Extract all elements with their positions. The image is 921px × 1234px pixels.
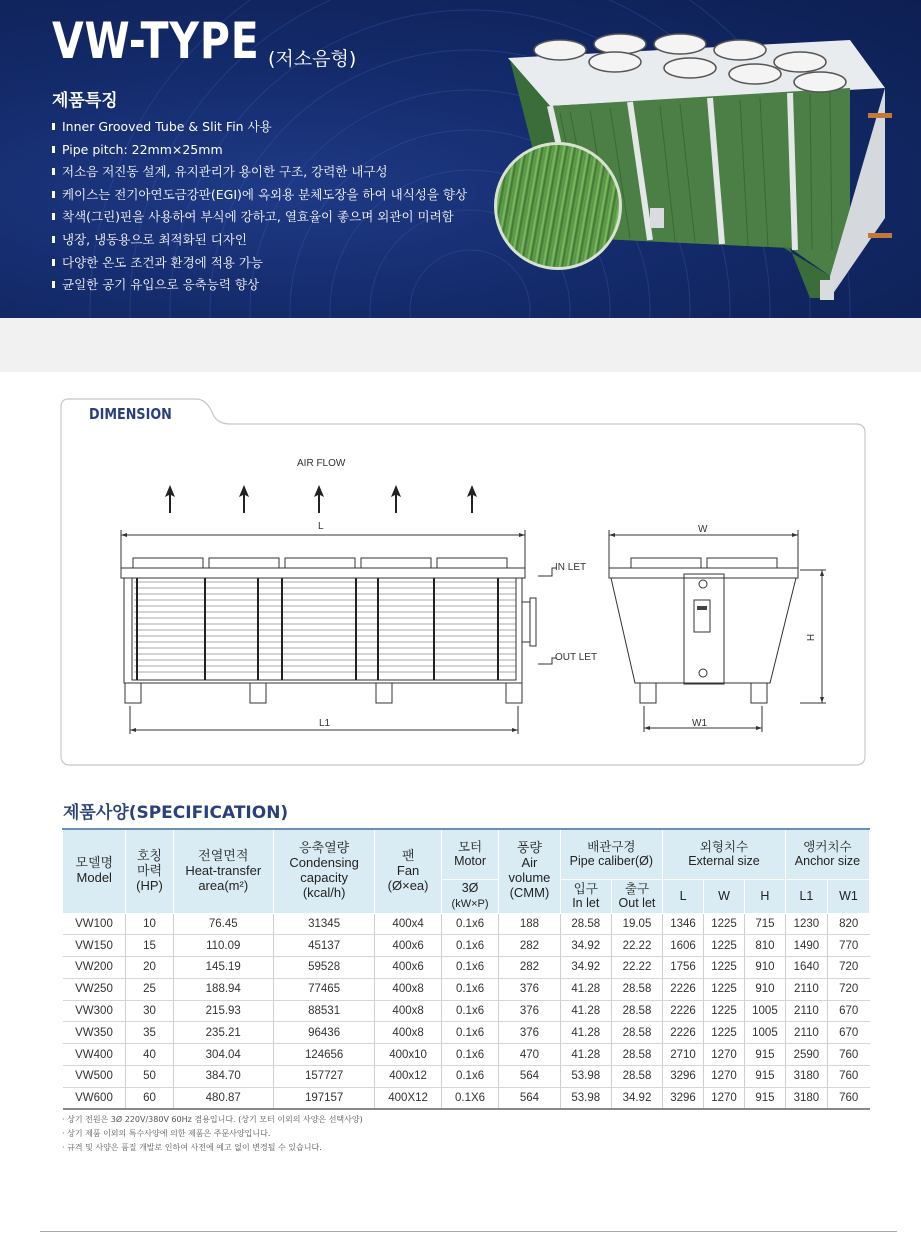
table-row bbox=[63, 957, 870, 979]
table-cell: 188 bbox=[499, 913, 560, 935]
table-cell: VW100 bbox=[63, 913, 126, 935]
table-cell: VW400 bbox=[63, 1044, 126, 1066]
footer-rule bbox=[40, 1231, 897, 1232]
table-cell: 400x10 bbox=[375, 1044, 442, 1066]
table-cell: 59528 bbox=[273, 957, 374, 979]
table-cell: 400x12 bbox=[375, 1066, 442, 1088]
table-row bbox=[63, 913, 870, 935]
col-W1: W1 bbox=[827, 879, 869, 913]
table-cell: 197157 bbox=[273, 1087, 374, 1109]
table-row bbox=[63, 935, 870, 957]
col-pipe: 배관구경 Pipe caliber(Ø) bbox=[560, 829, 662, 879]
col-fan: 팬 Fan (Ø×ea) bbox=[375, 829, 442, 913]
table-cell: 400x6 bbox=[375, 935, 442, 957]
table-cell: 0.1x6 bbox=[441, 913, 498, 935]
table-cell: 670 bbox=[827, 1022, 869, 1044]
table-cell: VW250 bbox=[63, 978, 126, 1000]
table-cell: 400x8 bbox=[375, 978, 442, 1000]
table-cell: 76.45 bbox=[173, 913, 273, 935]
table-cell: 15 bbox=[126, 935, 173, 957]
table-cell: 53.98 bbox=[560, 1087, 611, 1109]
table-cell: 35 bbox=[126, 1022, 173, 1044]
col-area: 전열면적 Heat-transfer area(m²) bbox=[173, 829, 273, 913]
table-cell: 1225 bbox=[704, 935, 745, 957]
inlet-label: IN LET bbox=[555, 562, 587, 573]
outlet-label: OUT LET bbox=[555, 652, 598, 663]
table-cell: 564 bbox=[499, 1066, 560, 1088]
col-W: W bbox=[704, 879, 745, 913]
table-cell: 235.21 bbox=[173, 1022, 273, 1044]
table-row bbox=[63, 1000, 870, 1022]
table-cell: 470 bbox=[499, 1044, 560, 1066]
table-cell: 760 bbox=[827, 1066, 869, 1088]
table-cell: 41.28 bbox=[560, 1044, 611, 1066]
table-cell: 770 bbox=[827, 935, 869, 957]
table-cell: 760 bbox=[827, 1044, 869, 1066]
table-cell: 28.58 bbox=[560, 913, 611, 935]
table-cell: 0.1X6 bbox=[441, 1087, 498, 1109]
col-capacity: 응축열량 Condensing capacity (kcal/h) bbox=[273, 829, 374, 913]
table-cell: 157727 bbox=[273, 1066, 374, 1088]
col-anchor: 앵커치수 Anchor size bbox=[785, 829, 869, 879]
table-cell: 2226 bbox=[663, 1000, 704, 1022]
table-cell: 2590 bbox=[785, 1044, 827, 1066]
col-external: 외형치수 External size bbox=[663, 829, 786, 879]
col-model: 모델명 Model bbox=[63, 829, 126, 913]
table-row bbox=[63, 1044, 870, 1066]
table-cell: 188.94 bbox=[173, 978, 273, 1000]
note-item: · 상기 제품 이외의 특수사양에 의한 제품은 주문사양입니다. bbox=[62, 1129, 271, 1138]
airflow-arrow-icon bbox=[165, 485, 477, 513]
feature-item: 착색(그린)핀을 사용하여 부식에 강하고, 열효율이 좋으며 외관이 미려함 bbox=[52, 206, 467, 229]
table-cell: 41.28 bbox=[560, 978, 611, 1000]
table-cell: 1756 bbox=[663, 957, 704, 979]
table-cell: 2710 bbox=[663, 1044, 704, 1066]
table-row bbox=[63, 978, 870, 1000]
col-airvolume: 풍량 Air volume (CMM) bbox=[499, 829, 560, 913]
features-heading: 제품특징 bbox=[52, 91, 118, 111]
table-cell: 2226 bbox=[663, 978, 704, 1000]
col-inlet: 입구 In let bbox=[560, 879, 611, 913]
table-cell: 34.92 bbox=[611, 1087, 662, 1109]
table-cell: 1270 bbox=[704, 1087, 745, 1109]
table-cell: 0.1x6 bbox=[441, 935, 498, 957]
table-cell: 0.1x6 bbox=[441, 978, 498, 1000]
table-cell: 1606 bbox=[663, 935, 704, 957]
table-cell: 145.19 bbox=[173, 957, 273, 979]
table-cell: 376 bbox=[499, 978, 560, 1000]
table-cell: 88531 bbox=[273, 1000, 374, 1022]
table-cell: 564 bbox=[499, 1087, 560, 1109]
table-cell: 304.04 bbox=[173, 1044, 273, 1066]
table-cell: 400x6 bbox=[375, 957, 442, 979]
dim-H-label: H bbox=[806, 633, 818, 642]
feature-item: 케이스는 전기아연도금강판(EGI)에 옥외용 분체도장을 하여 내식성을 향상 bbox=[52, 184, 467, 207]
product-title: VW-TYPE bbox=[52, 12, 260, 70]
col-H: H bbox=[744, 879, 785, 913]
table-cell: 25 bbox=[126, 978, 173, 1000]
table-cell: 376 bbox=[499, 1000, 560, 1022]
table-cell: 760 bbox=[827, 1087, 869, 1109]
table-cell: 1005 bbox=[744, 1022, 785, 1044]
table-cell: 810 bbox=[744, 935, 785, 957]
table-cell: 53.98 bbox=[560, 1066, 611, 1088]
table-cell: 0.1x6 bbox=[441, 957, 498, 979]
table-cell: VW300 bbox=[63, 1000, 126, 1022]
table-cell: 1005 bbox=[744, 1000, 785, 1022]
table-cell: 40 bbox=[126, 1044, 173, 1066]
table-cell: 3296 bbox=[663, 1087, 704, 1109]
table-cell: 1225 bbox=[704, 1022, 745, 1044]
feature-item: 균일한 공기 유입으로 응축능력 향상 bbox=[52, 274, 467, 297]
feature-item: Inner Grooved Tube & Slit Fin 사용 bbox=[52, 116, 467, 139]
table-cell: 2110 bbox=[785, 978, 827, 1000]
table-cell: 915 bbox=[744, 1087, 785, 1109]
table-cell: 720 bbox=[827, 957, 869, 979]
table-cell: 915 bbox=[744, 1044, 785, 1066]
spec-title: 제품사양(SPECIFICATION) bbox=[63, 803, 289, 823]
table-cell: 1640 bbox=[785, 957, 827, 979]
table-cell: 670 bbox=[827, 1000, 869, 1022]
table-cell: 2110 bbox=[785, 1000, 827, 1022]
table-cell: 50 bbox=[126, 1066, 173, 1088]
spec-table-body bbox=[63, 913, 870, 1109]
dimension-title: DIMENSION bbox=[89, 405, 172, 423]
table-cell: 124656 bbox=[273, 1044, 374, 1066]
dim-L1-label: L1 bbox=[319, 718, 331, 729]
table-cell: 19.05 bbox=[611, 913, 662, 935]
col-L: L bbox=[663, 879, 704, 913]
table-cell: VW600 bbox=[63, 1087, 126, 1109]
table-cell: 45137 bbox=[273, 935, 374, 957]
table-cell: 400x8 bbox=[375, 1000, 442, 1022]
col-hp: 호칭 마력 (HP) bbox=[126, 829, 173, 913]
note-item: · 상기 전원은 3Ø 220V/380V 60Hz 겸용입니다. (상기 모터 이외의 사양은 선택사양) bbox=[62, 1115, 363, 1124]
table-cell: VW350 bbox=[63, 1022, 126, 1044]
table-cell: VW150 bbox=[63, 935, 126, 957]
table-cell: 282 bbox=[499, 957, 560, 979]
table-cell: 1270 bbox=[704, 1066, 745, 1088]
table-cell: VW200 bbox=[63, 957, 126, 979]
table-cell: 41.28 bbox=[560, 1000, 611, 1022]
table-cell: 96436 bbox=[273, 1022, 374, 1044]
table-cell: 384.70 bbox=[173, 1066, 273, 1088]
table-cell: 910 bbox=[744, 978, 785, 1000]
table-row bbox=[63, 1087, 870, 1109]
table-cell: 110.09 bbox=[173, 935, 273, 957]
table-cell: 0.1x6 bbox=[441, 1000, 498, 1022]
feature-item: 저소음 저진동 설계, 유지관리가 용이한 구조, 강력한 내구성 bbox=[52, 161, 467, 184]
table-cell: 3296 bbox=[663, 1066, 704, 1088]
table-cell: 3180 bbox=[785, 1087, 827, 1109]
feature-item: Pipe pitch: 22mm×25mm bbox=[52, 139, 467, 162]
table-cell: 400X12 bbox=[375, 1087, 442, 1109]
product-subtitle: (저소음형) bbox=[268, 48, 357, 70]
table-cell: 400x8 bbox=[375, 1022, 442, 1044]
table-row bbox=[63, 1066, 870, 1088]
table-cell: 10 bbox=[126, 913, 173, 935]
table-cell: 60 bbox=[126, 1087, 173, 1109]
table-cell: 720 bbox=[827, 978, 869, 1000]
table-cell: 2110 bbox=[785, 1022, 827, 1044]
table-cell: 28.58 bbox=[611, 978, 662, 1000]
airflow-label: AIR FLOW bbox=[297, 458, 346, 469]
col-outlet: 출구 Out let bbox=[611, 879, 662, 913]
table-cell: 1270 bbox=[704, 1044, 745, 1066]
table-cell: 915 bbox=[744, 1066, 785, 1088]
table-cell: 282 bbox=[499, 935, 560, 957]
feature-item: 냉장, 냉동용으로 최적화된 디자인 bbox=[52, 229, 467, 252]
table-cell: 41.28 bbox=[560, 1022, 611, 1044]
table-cell: 1346 bbox=[663, 913, 704, 935]
dim-W-label: W bbox=[698, 524, 708, 535]
table-cell: VW500 bbox=[63, 1066, 126, 1088]
col-motor: 모터 Motor bbox=[441, 829, 498, 879]
dim-L-label: L bbox=[318, 521, 324, 532]
table-cell: 1225 bbox=[704, 1000, 745, 1022]
table-cell: 1490 bbox=[785, 935, 827, 957]
table-cell: 30 bbox=[126, 1000, 173, 1022]
table-cell: 28.58 bbox=[611, 1000, 662, 1022]
table-cell: 34.92 bbox=[560, 935, 611, 957]
table-cell: 910 bbox=[744, 957, 785, 979]
table-cell: 3180 bbox=[785, 1066, 827, 1088]
table-cell: 77465 bbox=[273, 978, 374, 1000]
spec-table bbox=[62, 828, 870, 1110]
table-cell: 480.87 bbox=[173, 1087, 273, 1109]
table-cell: 22.22 bbox=[611, 935, 662, 957]
table-cell: 0.1x6 bbox=[441, 1044, 498, 1066]
table-cell: 28.58 bbox=[611, 1066, 662, 1088]
table-cell: 0.1x6 bbox=[441, 1022, 498, 1044]
table-cell: 1225 bbox=[704, 913, 745, 935]
feature-item: 다양한 온도 조건과 환경에 적용 가능 bbox=[52, 252, 467, 275]
table-cell: 31345 bbox=[273, 913, 374, 935]
table-cell: 28.58 bbox=[611, 1022, 662, 1044]
table-cell: 1225 bbox=[704, 957, 745, 979]
col-motor-sub: 3Ø (kW×P) bbox=[441, 879, 498, 913]
table-cell: 2226 bbox=[663, 1022, 704, 1044]
table-cell: 1225 bbox=[704, 978, 745, 1000]
table-cell: 215.93 bbox=[173, 1000, 273, 1022]
table-cell: 20 bbox=[126, 957, 173, 979]
table-row bbox=[63, 1022, 870, 1044]
table-cell: 22.22 bbox=[611, 957, 662, 979]
spec-notes bbox=[62, 1113, 363, 1155]
dim-W1-label: W1 bbox=[692, 718, 707, 729]
table-cell: 0.1x6 bbox=[441, 1066, 498, 1088]
note-item: · 규격 및 사양은 품질 개발로 인하여 사전에 예고 없이 변경될 수 있습니다. bbox=[62, 1143, 322, 1152]
table-cell: 1230 bbox=[785, 913, 827, 935]
table-cell: 400x4 bbox=[375, 913, 442, 935]
table-cell: 28.58 bbox=[611, 1044, 662, 1066]
table-cell: 715 bbox=[744, 913, 785, 935]
table-cell: 376 bbox=[499, 1022, 560, 1044]
col-L1: L1 bbox=[785, 879, 827, 913]
table-cell: 34.92 bbox=[560, 957, 611, 979]
table-cell: 820 bbox=[827, 913, 869, 935]
